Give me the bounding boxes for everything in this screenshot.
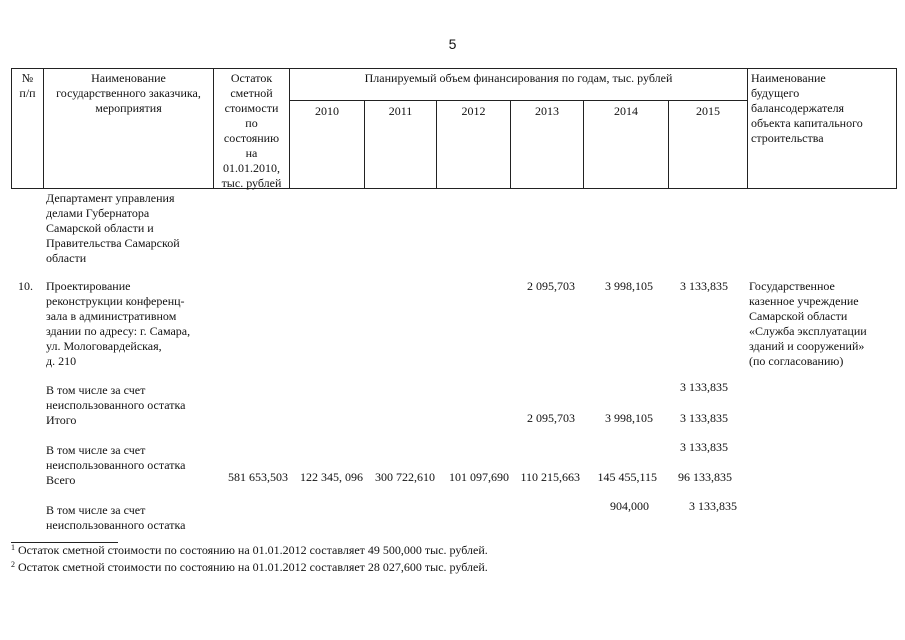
vsego-2013: 110 215,663 — [520, 470, 580, 484]
footnote-2-text: Остаток сметной стоимости по состоянию на 01.01.2012 составляет 28 027,600 тыс. рублей. — [18, 560, 488, 574]
header-year-2015: 2015 — [696, 104, 720, 118]
header-name: Наименование государственного заказчика, мероприятия — [56, 71, 201, 115]
itogo-2015: 3 133,835 — [680, 411, 728, 425]
itogo-2014: 3 998,105 — [605, 411, 653, 425]
header-remainder: Остаток сметной стоимости по состоянию на 01.01.2010, тыс. рублей — [221, 71, 282, 190]
item-2014: 3 998,105 — [605, 279, 653, 293]
header-holder: Наименование будущего балансодержателя объекта капитального строительства — [751, 71, 863, 145]
header-year-2012: 2012 — [461, 104, 486, 118]
vsego-label: Всего — [46, 473, 76, 487]
department-name: Департамент управления делами Губернатора Самарской области и Правительства Самарской области — [46, 191, 180, 265]
vsego-2011: 300 722,610 — [375, 470, 435, 484]
incl-2-2015: 3 133,835 — [680, 440, 728, 454]
incl-1-2015: 3 133,835 — [680, 380, 728, 394]
header-year-2014: 2014 — [614, 104, 638, 118]
footnote-2-mark: 2 — [11, 560, 15, 569]
header-year-2010: 2010 — [315, 104, 339, 118]
footnote-1-mark: 1 — [11, 543, 15, 552]
incl-label-3: В том числе за счет неиспользованного остатка — [46, 503, 186, 532]
vsego-2015: 96 133,835 — [678, 470, 732, 484]
header-planned: Планируемый объем финансирования по годам, тыс. рублей — [364, 71, 673, 85]
item-2015: 3 133,835 — [680, 279, 728, 293]
itogo-2013: 2 095,703 — [527, 411, 575, 425]
vsego-remainder: 581 653,503 — [228, 470, 288, 484]
item-holder: Государственное казенное учреждение Самарской области «Служба эксплуатации зданий и сооружений» (по согласованию) — [749, 279, 867, 368]
incl-3-2014: 904,000 — [610, 499, 649, 513]
vsego-2010: 122 345, 096 — [300, 470, 363, 484]
incl-3-2015: 3 133,835 — [689, 499, 737, 513]
item-2013: 2 095,703 — [527, 279, 575, 293]
footnote-2 — [11, 560, 488, 575]
header-num: № п/п — [19, 71, 36, 100]
header-year-2011: 2011 — [388, 104, 413, 118]
itogo-label: Итого — [46, 413, 77, 427]
item-name: Проектирование реконструкции конференц- зала в административном здании по адресу: г. Самара, ул. Мологовардейская, д. 210 — [46, 279, 191, 368]
footnote-1-text: Остаток сметной стоимости по состоянию на 01.01.2012 составляет 49 500,000 тыс. рублей. — [18, 543, 488, 557]
vsego-2014: 145 455,115 — [597, 470, 657, 484]
header-year-2013: 2013 — [535, 104, 559, 118]
footnote-1 — [11, 543, 488, 558]
incl-label-1: В том числе за счет неиспользованного остатка — [46, 383, 186, 412]
incl-label-2: В том числе за счет неиспользованного остатка — [46, 443, 186, 472]
vsego-2012: 101 097,690 — [449, 470, 509, 484]
page-number: 5 — [448, 36, 457, 52]
item-number: 10. — [18, 279, 33, 293]
